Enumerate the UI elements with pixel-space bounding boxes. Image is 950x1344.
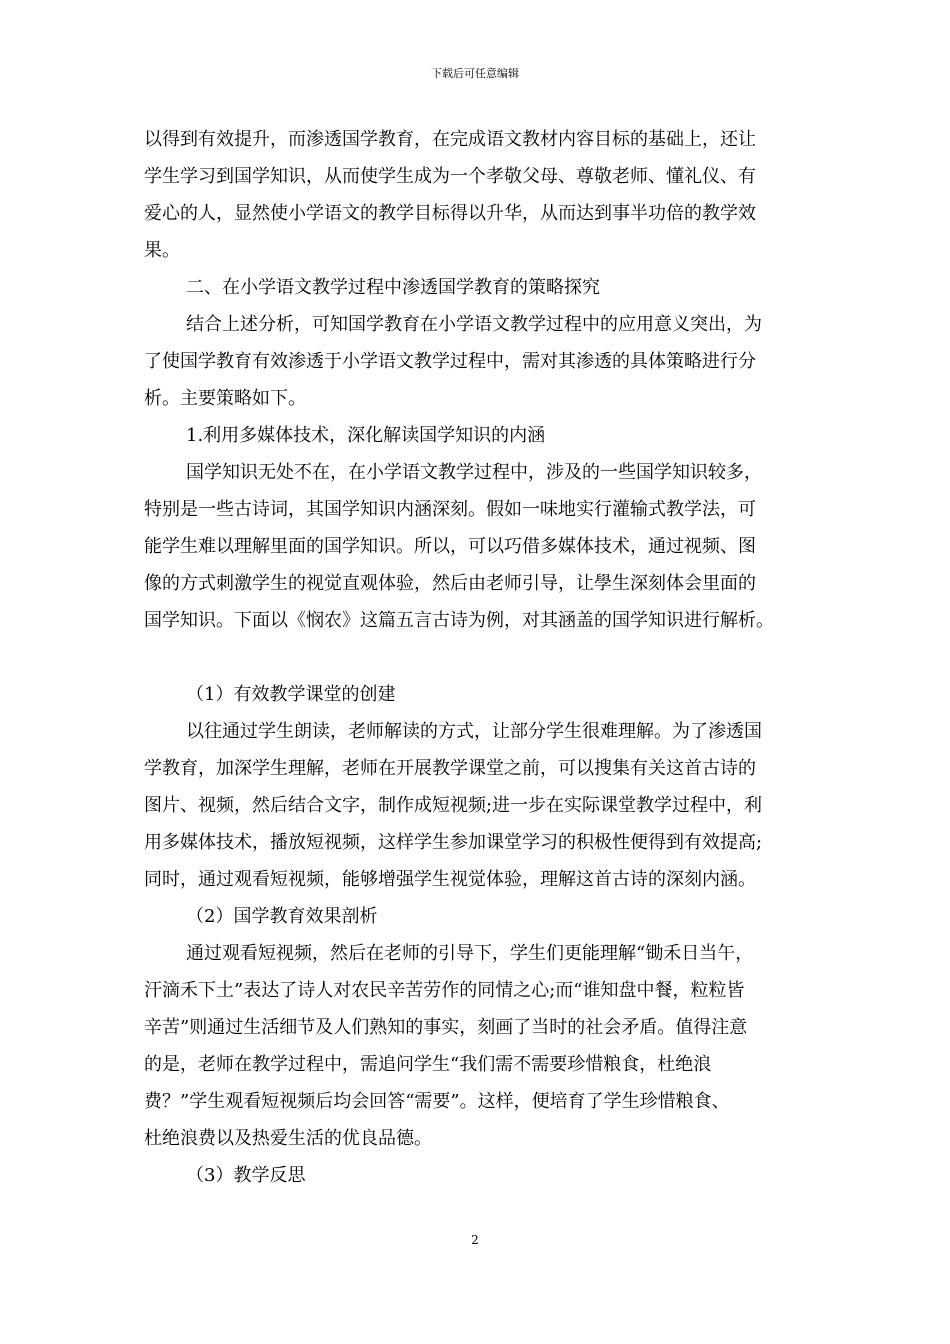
text-line: 学生学习到国学知识，从而使学生成为一个孝敬父母、尊敬老师、懂礼仪、有	[144, 166, 756, 187]
subsection-heading: （2）国学教育效果剖析	[186, 906, 378, 927]
text-line: 杜绝浪费以及热爱生活的优良品德。	[144, 1128, 432, 1149]
text-line: 以得到有效提升，而渗透国学教育，在完成语文教材内容目标的基础上，还让	[144, 129, 756, 150]
text-line: 同时，通过观看短视频，能够增强学生视觉体验，理解这首古诗的深刻内涵。	[144, 869, 756, 890]
section-heading: 二、在小学语文教学过程中渗透国学教育的策略探究	[186, 277, 600, 298]
page-number: 2	[471, 1233, 479, 1247]
text-line: 像的方式刺激学生的视觉直观体验，然后由老师引导，让學生深刻体会里面的	[144, 573, 756, 594]
text-line: 能学生难以理解里面的国学知识。所以，可以巧借多媒体技术，通过视频、图	[144, 536, 756, 557]
page-header: 下载后可任意编辑	[431, 67, 519, 80]
text-line: 汗滴禾下土”表达了诗人对农民辛苦劳作的同情之心;而“谁知盘中餐，粒粒皆	[144, 980, 745, 1001]
text-line: 爱心的人，显然使小学语文的教学目标得以升华，从而达到事半功倍的教学效	[144, 203, 756, 224]
text-line: 以往通过学生朗读，老师解读的方式，让部分学生很难理解。为了渗透国	[186, 721, 762, 742]
subsection-heading: 1.利用多媒体技术，深化解读国学知识的内涵	[186, 425, 546, 446]
text-line: 费？”学生观看短视频后均会回答“需要”。这样，便培育了学生珍惜粮食、	[144, 1091, 730, 1112]
text-line: 析。主要策略如下。	[144, 388, 306, 409]
subsection-heading: （1）有效教学课堂的创建	[186, 684, 396, 705]
text-line: 国学知识。下面以《悯农》这篇五言古诗为例，对其涵盖的国学知识进行解析。	[144, 610, 774, 631]
text-line: 辛苦”则通过生活细节及人们熟知的事实，刻画了当时的社会矛盾。值得注意	[144, 1017, 748, 1038]
text-line: 学教育，加深学生理解，老师在开展教学课堂之前，可以搜集有关这首古诗的	[144, 758, 756, 779]
text-line: 通过观看短视频，然后在老师的引导下，学生们更能理解“锄禾日当午，	[186, 943, 754, 964]
subsection-heading: （3）教学反思	[186, 1165, 306, 1186]
text-line: 结合上述分析，可知国学教育在小学语文教学过程中的应用意义突出，为	[186, 314, 762, 335]
text-line: 国学知识无处不在，在小学语文教学过程中，涉及的一些国学知识较多，	[186, 462, 762, 483]
text-line: 的是，老师在教学过程中，需追问学生“我们需不需要珍惜粮食，杜绝浪	[144, 1054, 712, 1075]
text-line: 用多媒体技术，播放短视频，这样学生参加课堂学习的积极性便得到有效提高;	[144, 832, 763, 853]
text-line: 了使国学教育有效渗透于小学语文教学过程中，需对其渗透的具体策略进行分	[144, 351, 756, 372]
text-line: 特别是一些古诗词，其国学知识内涵深刻。假如一味地实行灌输式教学法，可	[144, 499, 756, 520]
text-line: 图片、视频，然后结合文字，制作成短视频;进一步在实际课堂教学过程中，利	[144, 795, 763, 816]
text-line: 果。	[144, 240, 180, 261]
